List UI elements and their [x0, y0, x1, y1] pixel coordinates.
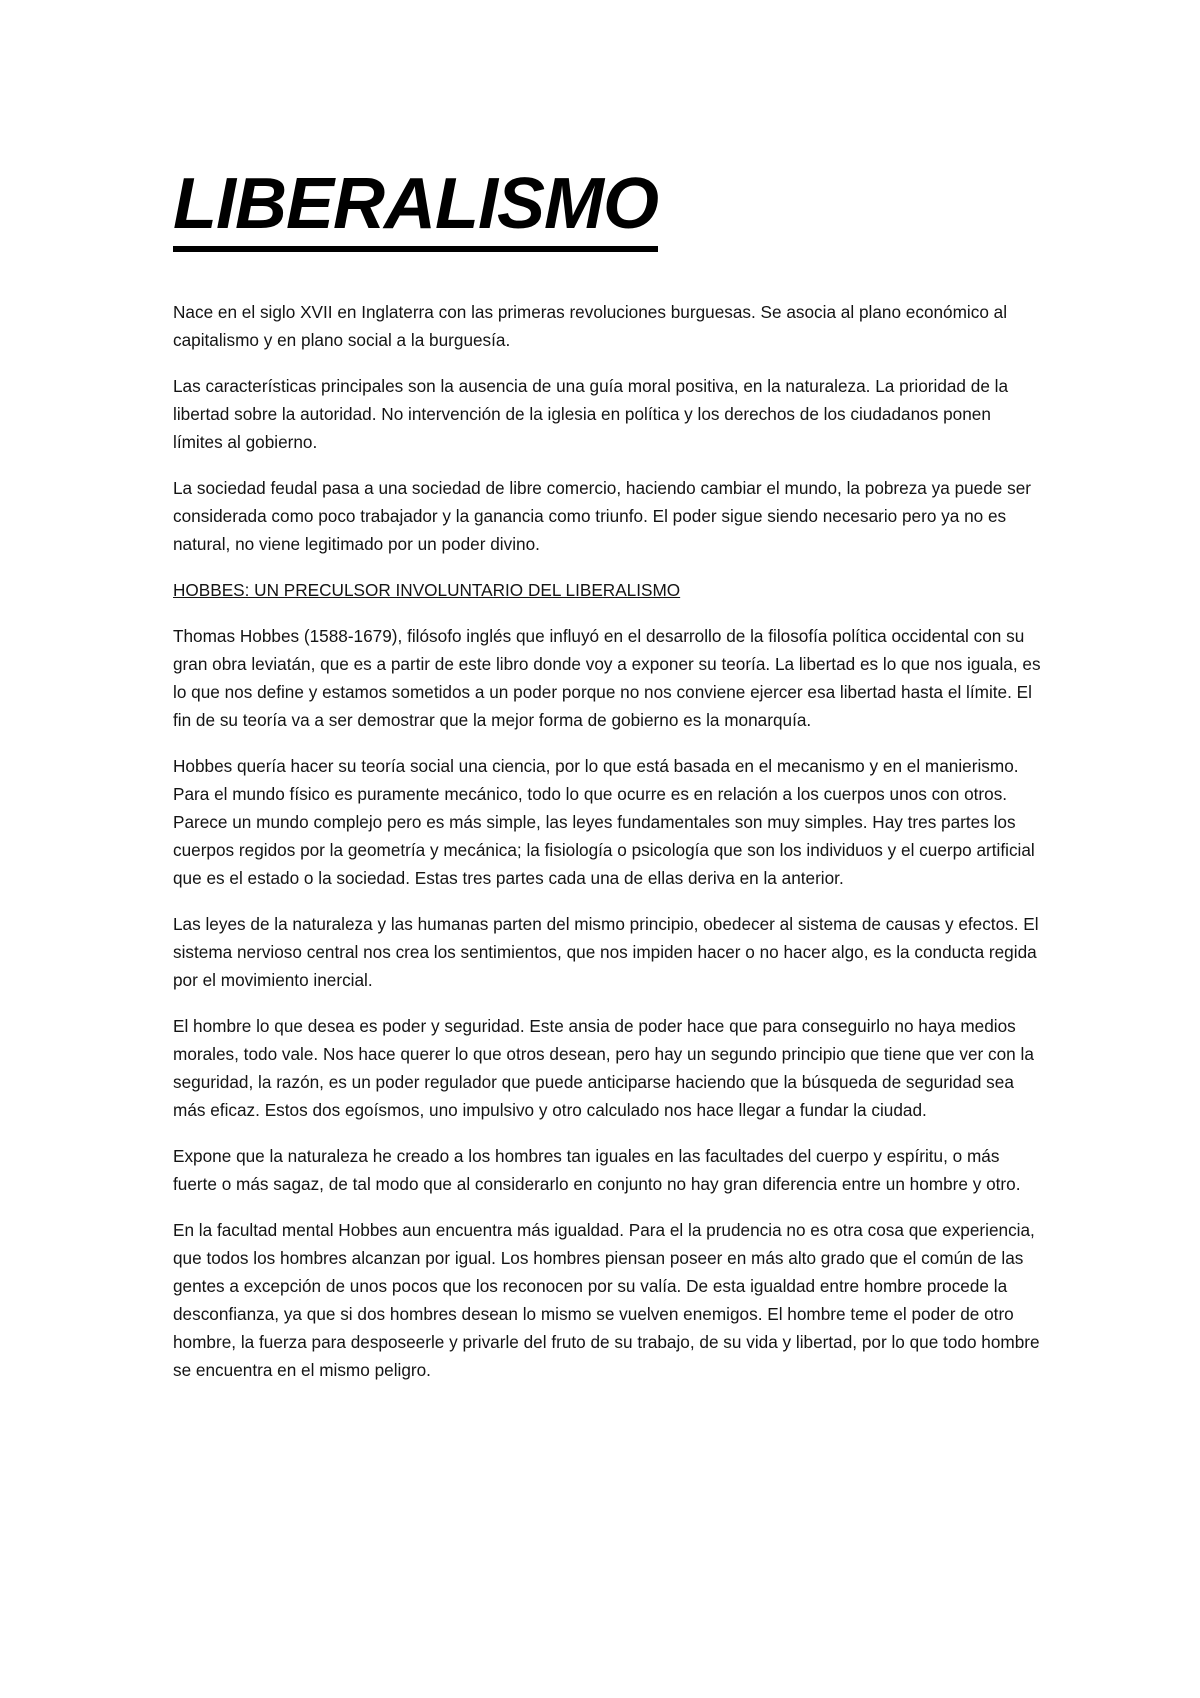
paragraph-hobbes-science: Hobbes quería hacer su teoría social una ciencia, por lo que está basada en el mecanismo y en el manierismo. Para el mundo físico es puramente mecánico, todo lo que ocurre es en relación a los cuerpos unos con otros. Parece un mundo complejo pero es más simple, las leyes fundamentales son muy simples. Hay tres partes los cuerpos regidos por la geometría y mecánica; la fisiología o psicología que son los individuos y el cuerpo artificial que es el estado o la sociedad. Estas tres partes cada una de ellas deriva en la anterior.	[173, 756, 1035, 888]
paragraph-characteristics: Las características principales son la ausencia de una guía moral positiva, en la naturaleza. La prioridad de la libertad sobre la autoridad. No intervención de la iglesia en política y los derechos de los ciudadanos ponen límites al gobierno.	[173, 376, 1009, 452]
paragraph-hobbes-intro: Thomas Hobbes (1588-1679), filósofo inglés que influyó en el desarrollo de la filosofía política occidental con su gran obra leviatán, que es a partir de este libro donde voy a exponer su teoría. La libertad es lo que nos iguala, es lo que nos define y estamos sometidos a un poder porque no nos conviene ejercer esa libertad hasta el límite. El fin de su teoría va a ser demostrar que la mejor forma de gobierno es la monarquía.	[173, 626, 1041, 730]
document-body	[173, 298, 1043, 1384]
document-content	[173, 164, 1043, 1402]
section-heading-hobbes: HOBBES: UN PRECULSOR INVOLUNTARIO DEL LIBERALISMO	[173, 580, 681, 600]
paragraph-equality-nature: Expone que la naturaleza he creado a los hombres tan iguales en las facultades del cuerpo y espíritu, o más fuerte o más sagaz, de tal modo que al considerarlo en conjunto no hay gran diferencia entre un hombre y otro.	[173, 1146, 1021, 1194]
paragraph-laws-of-nature: Las leyes de la naturaleza y las humanas parten del mismo principio, obedecer al sistema de causas y efectos. El sistema nervioso central nos crea los sentimientos, que nos impiden hacer o no hacer algo, es la conducta regida por el movimiento inercial.	[173, 914, 1039, 990]
paragraph-power-security: El hombre lo que desea es poder y seguridad. Este ansia de poder hace que para conseguirlo no haya medios morales, todo vale. Nos hace querer lo que otros desean, pero hay un segundo principio que tiene que ver con la seguridad, la razón, es un poder regulador que puede anticiparse haciendo que la búsqueda de seguridad sea más eficaz. Estos dos egoísmos, uno impulsivo y otro calculado nos hace llegar a fundar la ciudad.	[173, 1016, 1034, 1120]
paragraph-feudal-society: La sociedad feudal pasa a una sociedad de libre comercio, haciendo cambiar el mundo, la pobreza ya puede ser considerada como poco trabajador y la ganancia como triunfo. El poder sigue siendo necesario pero ya no es natural, no viene legitimado por un poder divino.	[173, 478, 1032, 554]
paragraph-mental-equality: En la facultad mental Hobbes aun encuentra más igualdad. Para el la prudencia no es otra cosa que experiencia, que todos los hombres alcanzan por igual. Los hombres piensan poseer en más alto grado que el común de las gentes a excepción de unos pocos que los reconocen por su valía. De esta igualdad entre hombre procede la desconfianza, ya que si dos hombres desean lo mismo se vuelven enemigos. El hombre teme el poder de otro hombre, la fuerza para desposeerle y privarle del fruto de su trabajo, de su vida y libertad, por lo que todo hombre se encuentra en el mismo peligro.	[173, 1220, 1040, 1380]
paragraph-origin: Nace en el siglo XVII en Inglaterra con las primeras revoluciones burguesas. Se asocia al plano económico al capitalismo y en plano social a la burguesía.	[173, 302, 1008, 350]
document-title: LIBERALISMO	[173, 168, 658, 252]
